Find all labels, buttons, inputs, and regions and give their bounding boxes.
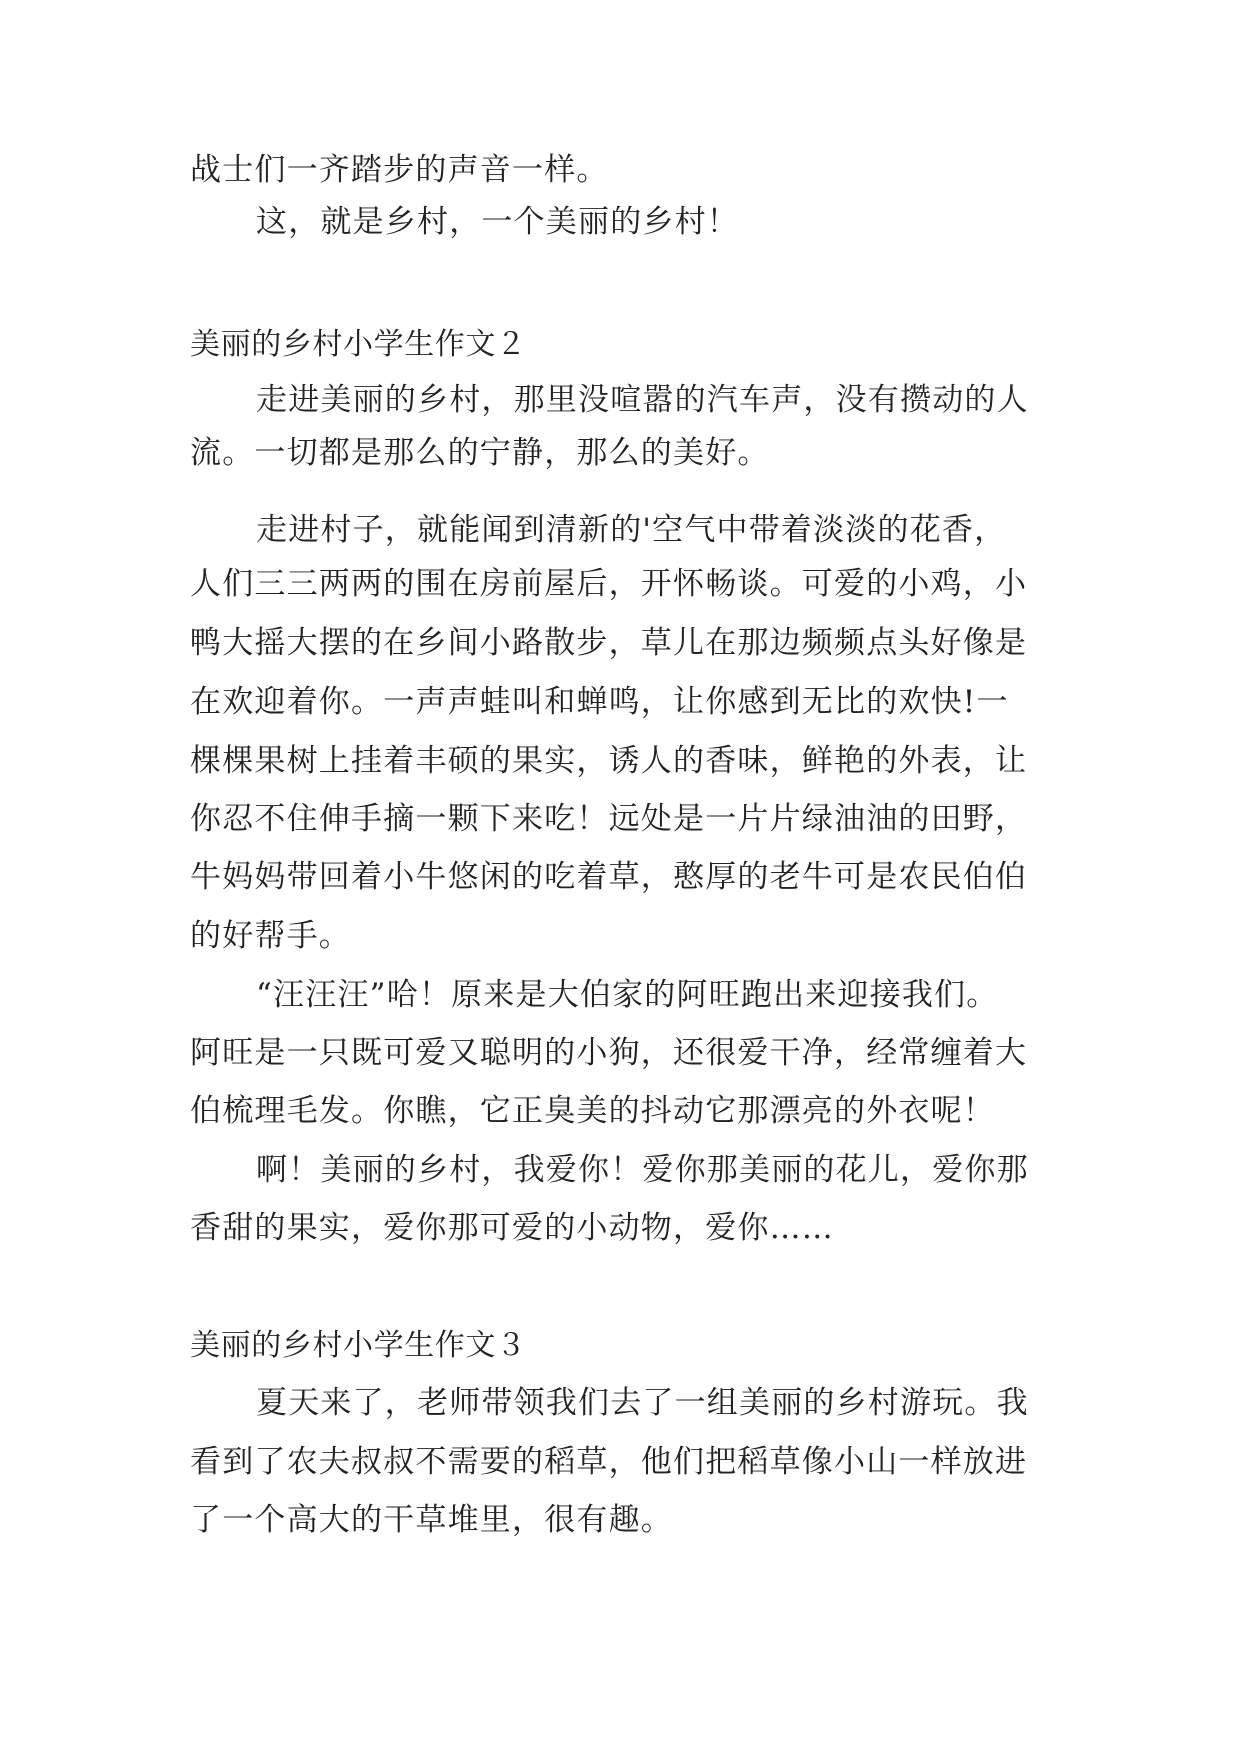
paragraph-line: 牛妈妈带回着小牛悠闲的吃着草，憨厚的老牛可是农民伯伯	[190, 859, 1028, 895]
paragraph-line: 流。一切都是那么的宁静，那么的美好。	[190, 435, 770, 471]
paragraph-line: 棵棵果树上挂着丰硕的果实，诱人的香味，鲜艳的外表，让	[190, 743, 1028, 779]
text-line: 这，就是乡村，一个美丽的乡村！	[256, 204, 739, 240]
paragraph-line: 走进美丽的乡村，那里没喧嚣的汽车声，没有攒动的人	[256, 382, 1029, 418]
section-heading: 美丽的乡村小学生作文２	[190, 327, 527, 362]
paragraph-line: 了一个高大的干草堆里，很有趣。	[190, 1502, 673, 1538]
paragraph-line: 看到了农夫叔叔不需要的稻草，他们把稻草像小山一样放进	[190, 1444, 1028, 1480]
paragraph-line: “汪汪汪”哈！原来是大伯家的阿旺跑出来迎接我们。	[256, 977, 999, 1013]
paragraph-line: 阿旺是一只既可爱又聪明的小狗，还很爱干净，经常缠着大	[190, 1035, 1028, 1071]
paragraph-line: 伯梳理毛发。你瞧，它正臭美的抖动它那漂亮的外衣呢！	[190, 1093, 995, 1129]
text-line: 战士们一齐踏步的声音一样。	[190, 152, 609, 188]
paragraph-line: 啊！美丽的乡村，我爱你！爱你那美丽的花儿，爱你那	[256, 1152, 1029, 1188]
paragraph-line: 人们三三两两的围在房前屋后，开怀畅谈。可爱的小鸡，小	[190, 566, 1028, 602]
paragraph-line: 在欢迎着你。一声声蛙叫和蝉鸣，让你感到无比的欢快!一	[190, 684, 1009, 720]
paragraph-line: 走进村子，就能闻到清新的'空气中带着淡淡的花香，	[256, 512, 1007, 548]
section-heading: 美丽的乡村小学生作文３	[190, 1328, 527, 1363]
paragraph-line: 你忍不住伸手摘一颗下来吃！远处是一片片绿油油的田野，	[190, 801, 1028, 837]
paragraph-line: 鸭大摇大摆的在乡间小路散步，草儿在那边频频点头好像是	[190, 625, 1028, 661]
paragraph-line: 夏天来了，老师带领我们去了一组美丽的乡村游玩。我	[256, 1385, 1029, 1421]
paragraph-line: 的好帮手。	[190, 918, 351, 954]
paragraph-line: 香甜的果实，爱你那可爱的小动物，爱你……	[190, 1210, 834, 1246]
